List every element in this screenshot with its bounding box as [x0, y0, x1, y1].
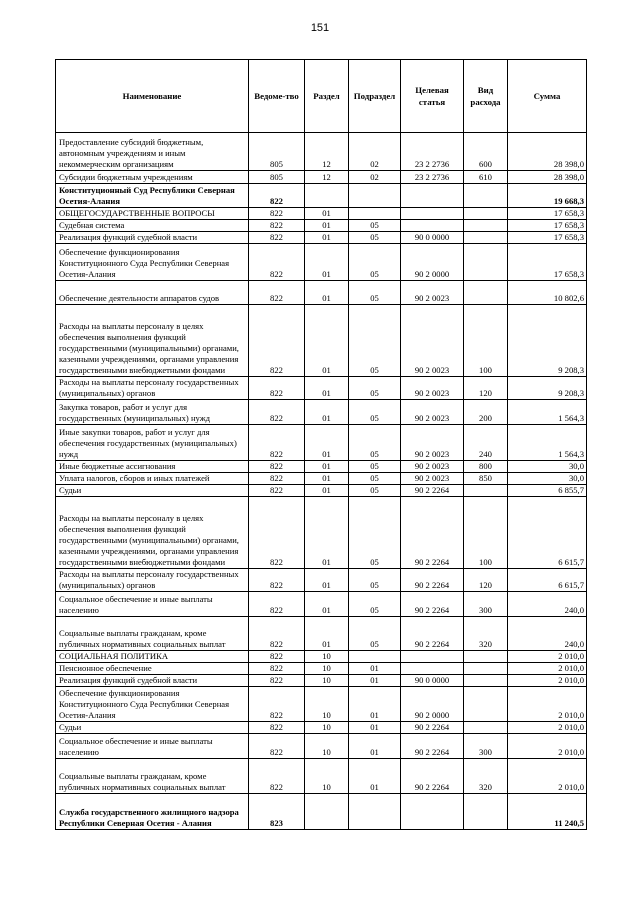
cell-department: 822	[249, 687, 305, 722]
cell-sum: 9 208,3	[508, 377, 587, 400]
cell-section: 01	[305, 220, 349, 232]
cell-department: 822	[249, 184, 305, 208]
page-number: 151	[310, 22, 330, 34]
cell-name: Закупка товаров, работ и услуг для государственных (муниципальных) нужд	[56, 400, 249, 425]
cell-section: 01	[305, 281, 349, 305]
cell-section: 01	[305, 497, 349, 569]
cell-subsection: 05	[349, 461, 401, 473]
cell-expense-type: 800	[464, 461, 508, 473]
header-section: Раздел	[305, 60, 349, 133]
cell-section: 01	[305, 592, 349, 617]
cell-department: 822	[249, 305, 305, 377]
cell-target-article	[401, 208, 464, 220]
cell-department: 822	[249, 244, 305, 281]
cell-section	[305, 794, 349, 830]
cell-expense-type: 120	[464, 377, 508, 400]
cell-target-article: 90 2 0023	[401, 425, 464, 461]
cell-section: 10	[305, 759, 349, 794]
cell-subsection: 02	[349, 133, 401, 171]
cell-section: 01	[305, 208, 349, 220]
table-row	[56, 663, 587, 675]
table-row	[56, 569, 587, 592]
cell-target-article: 90 0 0000	[401, 675, 464, 687]
cell-target-article: 90 0 0000	[401, 232, 464, 244]
cell-expense-type	[464, 208, 508, 220]
cell-subsection: 05	[349, 281, 401, 305]
cell-expense-type	[464, 485, 508, 497]
cell-department: 822	[249, 722, 305, 734]
cell-subsection: 05	[349, 400, 401, 425]
cell-subsection	[349, 184, 401, 208]
table-header-row	[56, 60, 587, 133]
cell-subsection	[349, 208, 401, 220]
cell-target-article: 90 2 2264	[401, 569, 464, 592]
cell-sum: 17 658,3	[508, 232, 587, 244]
cell-department: 822	[249, 569, 305, 592]
cell-subsection: 05	[349, 617, 401, 651]
cell-expense-type: 120	[464, 569, 508, 592]
table-row	[56, 133, 587, 171]
cell-target-article	[401, 651, 464, 663]
header-target-article: Целевая статья	[401, 60, 464, 133]
cell-section	[305, 184, 349, 208]
cell-name: Расходы на выплаты персоналу в целях обеспечения выполнения функций государственными (муниципальными) органами, казенными учреждениями, органами управления государственными внебюджетными фондами	[56, 497, 249, 569]
cell-sum: 30,0	[508, 461, 587, 473]
cell-name: Реализация функций судебной власти	[56, 232, 249, 244]
cell-name: Расходы на выплаты персоналу государственных (муниципальных) органов	[56, 569, 249, 592]
cell-subsection: 05	[349, 485, 401, 497]
cell-subsection: 05	[349, 244, 401, 281]
cell-sum: 10 802,6	[508, 281, 587, 305]
table-row	[56, 473, 587, 485]
cell-subsection: 05	[349, 473, 401, 485]
cell-target-article: 23 2 2736	[401, 133, 464, 171]
table-row	[56, 244, 587, 281]
cell-sum: 2 010,0	[508, 663, 587, 675]
cell-name: Иные закупки товаров, работ и услуг для обеспечения государственных (муниципальных) нужд	[56, 425, 249, 461]
cell-target-article: 90 2 0023	[401, 377, 464, 400]
cell-name: Пенсионное обеспечение	[56, 663, 249, 675]
cell-name: ОБЩЕГОСУДАРСТВЕННЫЕ ВОПРОСЫ	[56, 208, 249, 220]
header-sum: Сумма	[508, 60, 587, 133]
cell-sum: 6 855,7	[508, 485, 587, 497]
cell-subsection: 01	[349, 663, 401, 675]
cell-target-article: 23 2 2736	[401, 171, 464, 184]
cell-target-article	[401, 663, 464, 675]
cell-subsection	[349, 651, 401, 663]
cell-department: 822	[249, 617, 305, 651]
cell-expense-type: 320	[464, 759, 508, 794]
cell-name: Обеспечение деятельности аппаратов судов	[56, 281, 249, 305]
cell-section: 01	[305, 400, 349, 425]
cell-subsection: 05	[349, 592, 401, 617]
cell-sum: 28 398,0	[508, 133, 587, 171]
cell-sum: 30,0	[508, 473, 587, 485]
cell-name: Обеспечение функционирования Конституционного Суда Республики Северная Осетия-Алания	[56, 687, 249, 722]
cell-name: Социальное обеспечение и иные выплаты населению	[56, 592, 249, 617]
cell-sum: 9 208,3	[508, 305, 587, 377]
cell-name: Социальное обеспечение и иные выплаты населению	[56, 734, 249, 759]
cell-expense-type: 850	[464, 473, 508, 485]
table-row	[56, 651, 587, 663]
cell-section: 01	[305, 461, 349, 473]
cell-expense-type	[464, 184, 508, 208]
cell-expense-type: 320	[464, 617, 508, 651]
table-row	[56, 617, 587, 651]
table-row	[56, 759, 587, 794]
cell-department: 822	[249, 425, 305, 461]
cell-sum: 19 668,3	[508, 184, 587, 208]
table-row	[56, 208, 587, 220]
cell-expense-type: 100	[464, 305, 508, 377]
cell-expense-type: 240	[464, 425, 508, 461]
cell-department: 805	[249, 171, 305, 184]
cell-target-article	[401, 184, 464, 208]
cell-expense-type	[464, 675, 508, 687]
cell-department: 822	[249, 220, 305, 232]
cell-sum: 17 658,3	[508, 244, 587, 281]
cell-sum: 2 010,0	[508, 687, 587, 722]
table-row	[56, 485, 587, 497]
table-row	[56, 184, 587, 208]
cell-sum: 6 615,7	[508, 497, 587, 569]
cell-expense-type	[464, 232, 508, 244]
cell-expense-type	[464, 281, 508, 305]
cell-sum: 11 240,5	[508, 794, 587, 830]
table-row	[56, 281, 587, 305]
cell-section: 01	[305, 485, 349, 497]
table-row	[56, 592, 587, 617]
cell-subsection: 05	[349, 305, 401, 377]
cell-sum: 2 010,0	[508, 675, 587, 687]
cell-expense-type	[464, 651, 508, 663]
cell-sum: 240,0	[508, 592, 587, 617]
cell-section: 10	[305, 675, 349, 687]
cell-subsection: 05	[349, 425, 401, 461]
table-row	[56, 794, 587, 830]
cell-department: 822	[249, 281, 305, 305]
cell-section: 10	[305, 651, 349, 663]
cell-target-article: 90 2 0000	[401, 687, 464, 722]
cell-section: 01	[305, 473, 349, 485]
cell-expense-type: 300	[464, 592, 508, 617]
table-row	[56, 734, 587, 759]
table-row	[56, 220, 587, 232]
cell-department: 822	[249, 461, 305, 473]
cell-department: 822	[249, 377, 305, 400]
cell-sum: 240,0	[508, 617, 587, 651]
cell-subsection: 05	[349, 497, 401, 569]
cell-name: Субсидии бюджетным учреждениям	[56, 171, 249, 184]
cell-sum: 28 398,0	[508, 171, 587, 184]
cell-target-article: 90 2 0000	[401, 244, 464, 281]
cell-department: 822	[249, 592, 305, 617]
cell-name: Реализация функций судебной власти	[56, 675, 249, 687]
cell-sum: 17 658,3	[508, 220, 587, 232]
cell-target-article: 90 2 0023	[401, 400, 464, 425]
cell-sum: 2 010,0	[508, 722, 587, 734]
cell-target-article	[401, 794, 464, 830]
cell-expense-type: 610	[464, 171, 508, 184]
cell-section: 01	[305, 232, 349, 244]
cell-section: 10	[305, 722, 349, 734]
cell-target-article: 90 2 0023	[401, 461, 464, 473]
cell-section: 01	[305, 617, 349, 651]
table-row	[56, 171, 587, 184]
cell-subsection: 05	[349, 377, 401, 400]
cell-section: 12	[305, 171, 349, 184]
table-row	[56, 497, 587, 569]
cell-target-article: 90 2 2264	[401, 497, 464, 569]
cell-name: Обеспечение функционирования Конституционного Суда Республики Северная Осетия-Алания	[56, 244, 249, 281]
cell-sum: 6 615,7	[508, 569, 587, 592]
cell-name: Судьи	[56, 722, 249, 734]
cell-expense-type: 600	[464, 133, 508, 171]
cell-section: 10	[305, 734, 349, 759]
cell-department: 822	[249, 651, 305, 663]
cell-sum: 1 564,3	[508, 400, 587, 425]
cell-subsection: 01	[349, 675, 401, 687]
table-row	[56, 461, 587, 473]
cell-name: Предоставление субсидий бюджетным, автономным учреждениям и иным некоммерческим организациям	[56, 133, 249, 171]
cell-department: 822	[249, 485, 305, 497]
header-expense-type: Вид расхода	[464, 60, 508, 133]
cell-target-article: 90 2 2264	[401, 759, 464, 794]
table-row	[56, 675, 587, 687]
table-row	[56, 232, 587, 244]
cell-name: Социальные выплаты гражданам, кроме публичных нормативных социальных выплат	[56, 617, 249, 651]
budget-table	[55, 59, 587, 830]
cell-section: 01	[305, 569, 349, 592]
cell-expense-type: 100	[464, 497, 508, 569]
cell-name: Иные бюджетные ассигнования	[56, 461, 249, 473]
cell-department: 822	[249, 497, 305, 569]
cell-sum: 2 010,0	[508, 759, 587, 794]
header-subsection: Подраздел	[349, 60, 401, 133]
cell-target-article: 90 2 2264	[401, 592, 464, 617]
cell-sum: 2 010,0	[508, 651, 587, 663]
cell-department: 822	[249, 400, 305, 425]
cell-department: 823	[249, 794, 305, 830]
cell-expense-type	[464, 722, 508, 734]
cell-department: 805	[249, 133, 305, 171]
cell-section: 01	[305, 305, 349, 377]
cell-name: СОЦИАЛЬНАЯ ПОЛИТИКА	[56, 651, 249, 663]
table-row	[56, 722, 587, 734]
cell-name: Уплата налогов, сборов и иных платежей	[56, 473, 249, 485]
cell-sum: 17 658,3	[508, 208, 587, 220]
cell-subsection: 02	[349, 171, 401, 184]
cell-target-article: 90 2 2264	[401, 734, 464, 759]
cell-target-article: 90 2 2264	[401, 485, 464, 497]
cell-department: 822	[249, 759, 305, 794]
cell-expense-type	[464, 663, 508, 675]
header-name: Наименование	[56, 60, 249, 133]
cell-department: 822	[249, 232, 305, 244]
cell-expense-type: 200	[464, 400, 508, 425]
cell-subsection: 01	[349, 759, 401, 794]
table-row	[56, 305, 587, 377]
cell-target-article: 90 2 0023	[401, 281, 464, 305]
cell-department: 822	[249, 734, 305, 759]
cell-target-article: 90 2 2264	[401, 722, 464, 734]
cell-subsection: 01	[349, 687, 401, 722]
cell-section: 10	[305, 663, 349, 675]
table-row	[56, 400, 587, 425]
cell-subsection: 05	[349, 220, 401, 232]
cell-department: 822	[249, 208, 305, 220]
cell-name: Социальные выплаты гражданам, кроме публичных нормативных социальных выплат	[56, 759, 249, 794]
cell-expense-type	[464, 794, 508, 830]
cell-sum: 1 564,3	[508, 425, 587, 461]
cell-subsection	[349, 794, 401, 830]
cell-target-article: 90 2 0023	[401, 473, 464, 485]
table-row	[56, 425, 587, 461]
cell-expense-type	[464, 244, 508, 281]
cell-expense-type	[464, 220, 508, 232]
cell-name: Расходы на выплаты персоналу государственных (муниципальных) органов	[56, 377, 249, 400]
cell-section: 12	[305, 133, 349, 171]
cell-section: 01	[305, 244, 349, 281]
cell-department: 822	[249, 473, 305, 485]
cell-subsection: 01	[349, 722, 401, 734]
cell-sum: 2 010,0	[508, 734, 587, 759]
cell-name: Судебная система	[56, 220, 249, 232]
cell-section: 10	[305, 687, 349, 722]
cell-subsection: 05	[349, 569, 401, 592]
cell-section: 01	[305, 377, 349, 400]
cell-expense-type: 300	[464, 734, 508, 759]
cell-name: Конституционный Суд Республики Северная Осетия-Алания	[56, 184, 249, 208]
table-row	[56, 377, 587, 400]
cell-target-article: 90 2 0023	[401, 305, 464, 377]
cell-department: 822	[249, 663, 305, 675]
header-department: Ведоме-тво	[249, 60, 305, 133]
cell-section: 01	[305, 425, 349, 461]
cell-target-article	[401, 220, 464, 232]
table-body	[56, 133, 587, 830]
cell-name: Судьи	[56, 485, 249, 497]
cell-name: Расходы на выплаты персоналу в целях обеспечения выполнения функций государственными (муниципальными) органами, казенными учреждениями, органами управления государственными внебюджетными фондами	[56, 305, 249, 377]
table-row	[56, 687, 587, 722]
cell-target-article: 90 2 2264	[401, 617, 464, 651]
cell-expense-type	[464, 687, 508, 722]
cell-subsection: 01	[349, 734, 401, 759]
cell-name: Служба государственного жилищного надзора Республики Северная Осетия - Алания	[56, 794, 249, 830]
cell-department: 822	[249, 675, 305, 687]
cell-subsection: 05	[349, 232, 401, 244]
